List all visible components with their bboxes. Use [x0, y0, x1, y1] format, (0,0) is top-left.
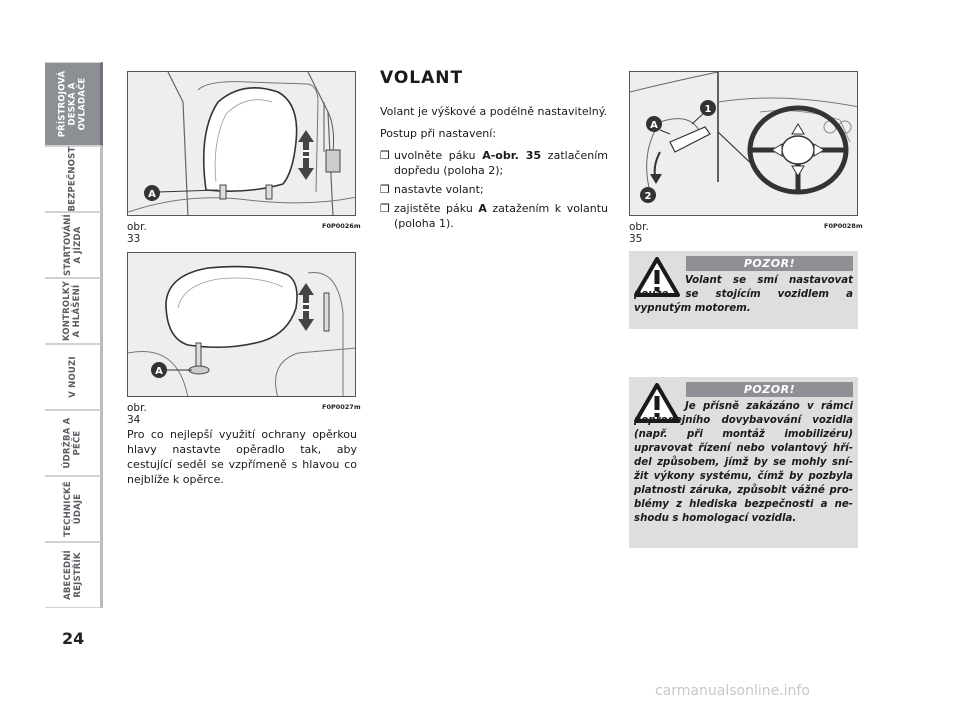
tab-label: ÚDRŽBA A PÉČE [62, 417, 83, 469]
checkbox-bullet-icon: ❒ [380, 202, 390, 215]
lever-reference: A [478, 202, 487, 215]
step-text: zajistěte páku [394, 202, 479, 215]
figure-35-code: F0P0028m [824, 222, 863, 230]
step-text: zatažením k volantu (poloha 1). [394, 202, 608, 230]
warning-box-1 [629, 251, 858, 329]
section-title: VOLANT [380, 68, 464, 88]
tab-abecedni-rejstrik[interactable] [45, 542, 103, 608]
steering-intro: Volant je výškové a podélně nastavitelný. [380, 105, 608, 118]
marker-a-label: A [650, 120, 658, 131]
step-text: nastavte volant; [394, 183, 484, 196]
step-text: zatlačením dopředu (poloha 2); [394, 149, 608, 177]
tab-label: STARTOVÁNÍ A JÍZDA [62, 214, 83, 276]
warning-heading: POZOR! [686, 382, 853, 397]
list-item [380, 148, 608, 178]
page-number: 24 [62, 629, 85, 648]
tab-kontrolky[interactable] [45, 278, 103, 344]
figure-35-illustration [629, 71, 858, 216]
figure-33-illustration [127, 71, 356, 216]
figure-34-code: F0P0027m [322, 403, 361, 411]
figure-34-caption: obr. 34 [127, 402, 147, 426]
headrest-paragraph: Pro co nejlepší využití ochrany opěrkou hlavy nastavte opěradlo tak, aby cestující seděl se vzpřímeně s hlavou co nejblíže k opěrce. [127, 428, 357, 486]
headrest-adjust-illustration [128, 253, 356, 397]
tab-label: ABECEDNÍ REJSTŘÍK [62, 550, 83, 600]
warning-text: Volant se smí nastavovat pouze se stojícím vozidlem a vypnutým motorem. [634, 275, 853, 314]
watermark: carmanualsonline.info [655, 683, 810, 699]
steering-wheel-illustration [630, 72, 858, 216]
procedure-steps [380, 148, 608, 235]
tab-label: PŘÍSTROJOVÁ DESKA A OVLADAČE [57, 70, 88, 138]
step-text: uvolněte páku [394, 149, 483, 162]
warning-text: Je přísně zakázáno v rámci poprodejního dovybavování vozidla (např. při montáž imobilizéru) upravovat řízení nebo volantový hří-del způsobem, jímž by se mohly sní-žit výkony systému, čímž by pozbyla platnosti záruka, způsobit vážné pro-blémy z hlediska bezpečnosti a ne-shodu s homologací vozidla. [634, 401, 853, 524]
tab-technicke-udaje[interactable] [45, 476, 103, 542]
tab-label: V NOUZI [67, 356, 78, 398]
tab-pristrojova-deska[interactable] [45, 62, 103, 146]
warning-box-2 [629, 377, 858, 548]
marker-2-label: 2 [644, 191, 652, 202]
checkbox-bullet-icon: ❒ [380, 183, 390, 196]
tab-startovani[interactable] [45, 212, 103, 278]
tab-label: TECHNICKÉ ÚDAJE [62, 481, 83, 537]
figure-33-caption: obr. 33 [127, 221, 147, 245]
tab-bezpecnost[interactable] [45, 146, 103, 212]
tab-label: BEZPEČNOST [67, 146, 78, 212]
list-item [380, 201, 608, 231]
checkbox-bullet-icon: ❒ [380, 149, 390, 162]
marker-a-label: A [148, 189, 156, 200]
tab-udrzba[interactable] [45, 410, 103, 476]
marker-a-label: A [155, 366, 163, 377]
marker-1-label: 1 [704, 104, 712, 115]
figure-33-code: F0P0026m [322, 222, 361, 230]
figure-34-illustration [127, 252, 356, 397]
tab-v-nouzi[interactable] [45, 344, 103, 410]
tab-label: KONTROLKY A HLÁŠENÍ [62, 280, 83, 342]
procedure-heading: Postup při nastavení: [380, 127, 497, 140]
figure-reference: A-obr. 35 [482, 149, 542, 162]
warning-heading: POZOR! [686, 256, 853, 271]
list-item [380, 182, 608, 197]
figure-35-caption: obr. 35 [629, 221, 649, 245]
headrest-seat-illustration [128, 72, 356, 216]
